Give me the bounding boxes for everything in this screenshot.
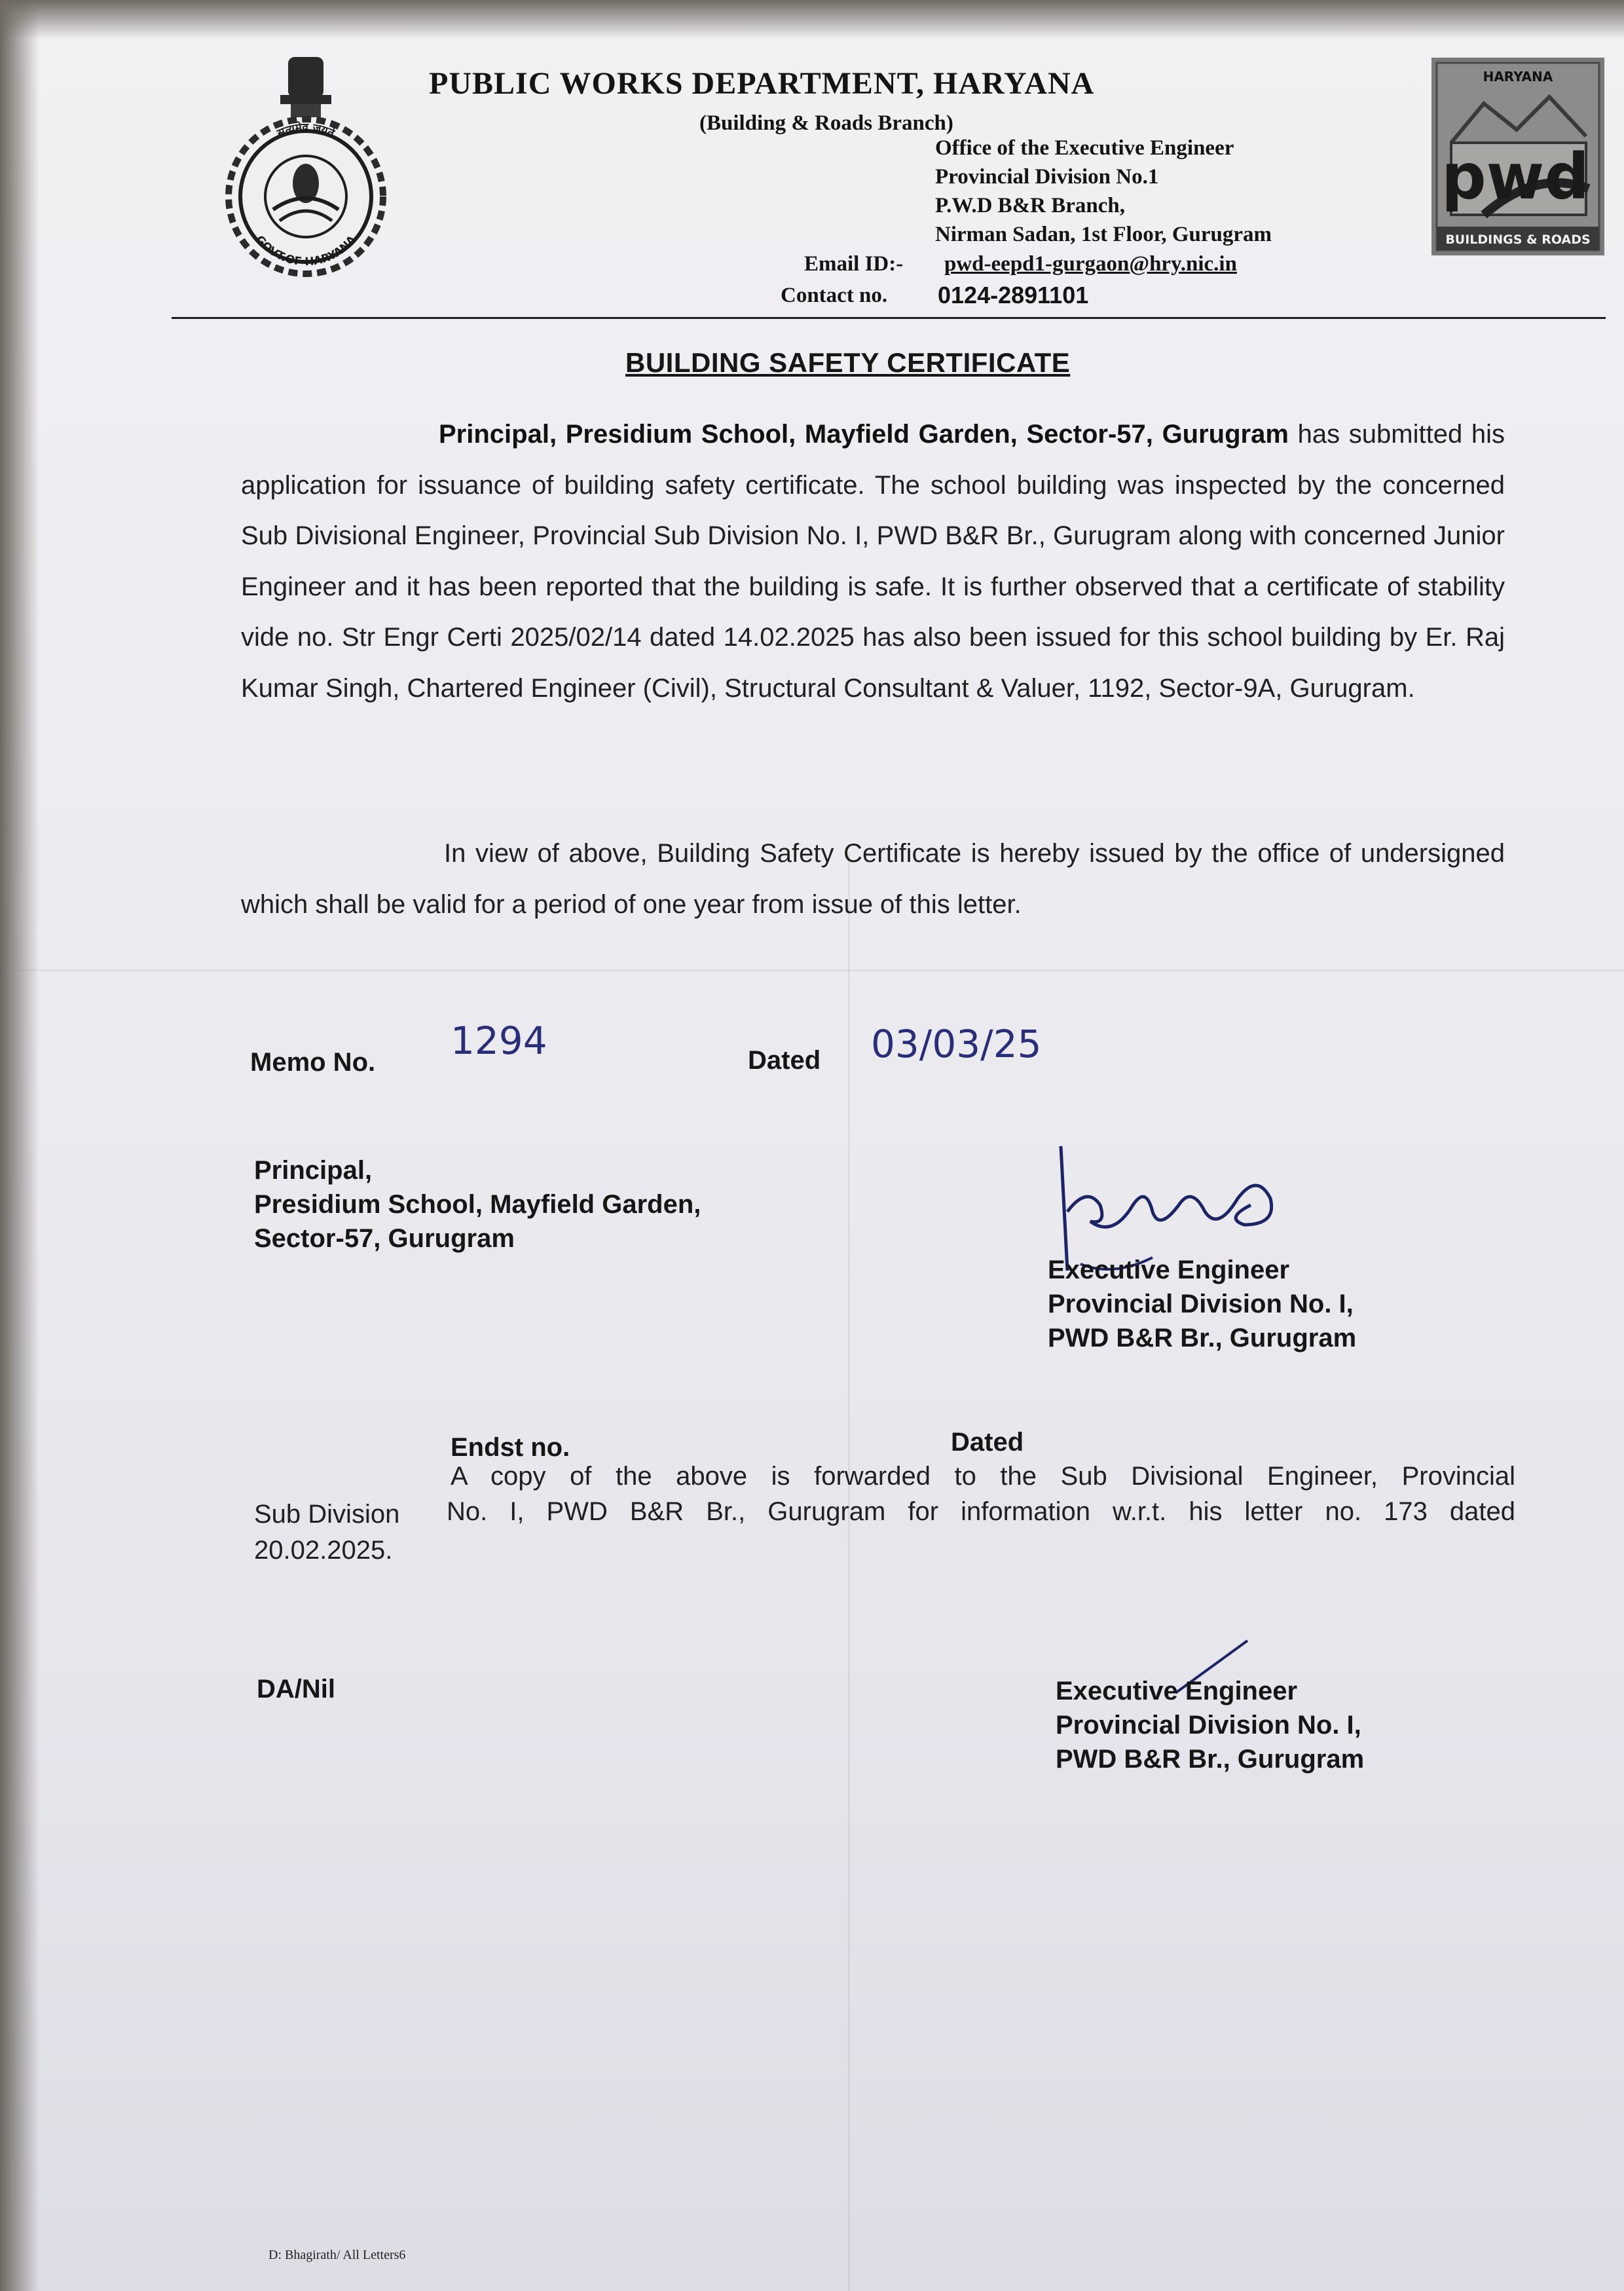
- pwd-logo-main-text: pwd: [1441, 140, 1590, 214]
- endst-dated-label: Dated: [951, 1428, 1024, 1457]
- paragraph-main-text: has submitted his application for issuance of building safety certificate. The school building was inspected by the concerned Sub Divisional Engineer, Provincial Sub Division No. I, PWD B&R Br., Gurugram along with concerned Junior Engineer and it has been reported that the building is safe. It is further observed that a certificate of stability vide no. Str Engr Certi 2025/02/14 dated 14.02.2025 has also been issued for this school building by Er. Raj Kumar Singh, Chartered Engineer (Civil), Structural Consultant & Valuer, 1192, Sector-9A, Gurugram.: [241, 420, 1505, 703]
- branch-subtitle: (Building & Roads Branch): [699, 111, 953, 135]
- signatory-1-title: Executive Engineer: [1048, 1256, 1290, 1284]
- contact-label: Contact no.: [781, 284, 888, 307]
- signatory-2-office: PWD B&R Br., Gurugram: [1056, 1745, 1365, 1774]
- memo-number-handwritten: 1294: [451, 1018, 547, 1063]
- dated-label: Dated: [748, 1046, 821, 1075]
- office-line-2: Provincial Division No.1: [935, 165, 1159, 189]
- footer-file-reference: D: Bhagirath/ All Letters6: [268, 2248, 406, 2262]
- page-shadow-left: [0, 0, 39, 2291]
- department-title: PUBLIC WORKS DEPARTMENT, HARYANA: [429, 66, 1095, 101]
- email-label: Email ID:-: [804, 252, 904, 276]
- recipient-line-2: Presidium School, Mayfield Garden,: [254, 1190, 701, 1219]
- haryana-emblem-logo: [217, 49, 394, 282]
- paper-fold-vertical: [848, 851, 850, 2291]
- date-handwritten: 03/03/25: [871, 1022, 1042, 1066]
- recipient-line-1: Principal,: [254, 1156, 373, 1185]
- office-line-4: Nirman Sadan, 1st Floor, Gurugram: [935, 223, 1272, 246]
- pwd-logo-bottom-text: BUILDINGS & ROADS: [1445, 233, 1591, 247]
- endst-text-line-2: No. I, PWD B&R Br., Gurugram for information w.r.t. his letter no. 173 dated: [447, 1497, 1515, 1526]
- header-divider: [172, 317, 1606, 319]
- endst-text-line-1: A copy of the above is forwarded to the Sub Divisional Engineer, Provincial: [451, 1462, 1515, 1491]
- certificate-title: BUILDING SAFETY CERTIFICATE: [625, 347, 1071, 378]
- office-line-3: P.W.D B&R Branch,: [935, 194, 1126, 217]
- endst-label: Endst no.: [451, 1433, 570, 1462]
- seal-top-text: सत्यमेव जयते: [275, 121, 337, 141]
- endst-left-1: Sub Division: [254, 1500, 400, 1529]
- signatory-2-division: Provincial Division No. I,: [1056, 1711, 1361, 1740]
- memo-label: Memo No.: [250, 1048, 376, 1077]
- pwd-logo-top-text: HARYANA: [1483, 69, 1553, 84]
- paper-fold-horizontal: [0, 969, 1624, 971]
- page-shadow-top: [0, 0, 1624, 39]
- endst-left-2: 20.02.2025.: [254, 1536, 393, 1565]
- contact-number: 0124-2891101: [938, 282, 1089, 308]
- da-nil: DA/Nil: [257, 1675, 335, 1704]
- pwd-logo: [1431, 58, 1604, 259]
- signatory-1-division: Provincial Division No. I,: [1048, 1290, 1354, 1318]
- email-link[interactable]: pwd-eepd1-gurgaon@hry.nic.in: [944, 252, 1237, 276]
- signatory-2-title: Executive Engineer: [1056, 1677, 1298, 1705]
- paragraph-validity: In view of above, Building Safety Certificate is hereby issued by the office of undersigned which shall be valid for a period of one year from issue of this letter.: [241, 839, 1505, 919]
- applicant-name: Principal, Presidium School, Mayfield Garden, Sector-57, Gurugram: [439, 420, 1289, 449]
- office-line-1: Office of the Executive Engineer: [935, 136, 1234, 160]
- paragraph-main: [241, 409, 1505, 714]
- signatory-1-office: PWD B&R Br., Gurugram: [1048, 1324, 1357, 1352]
- recipient-line-3: Sector-57, Gurugram: [254, 1224, 515, 1253]
- seal-bottom-text: GOVT.OF HARYANA: [252, 233, 360, 269]
